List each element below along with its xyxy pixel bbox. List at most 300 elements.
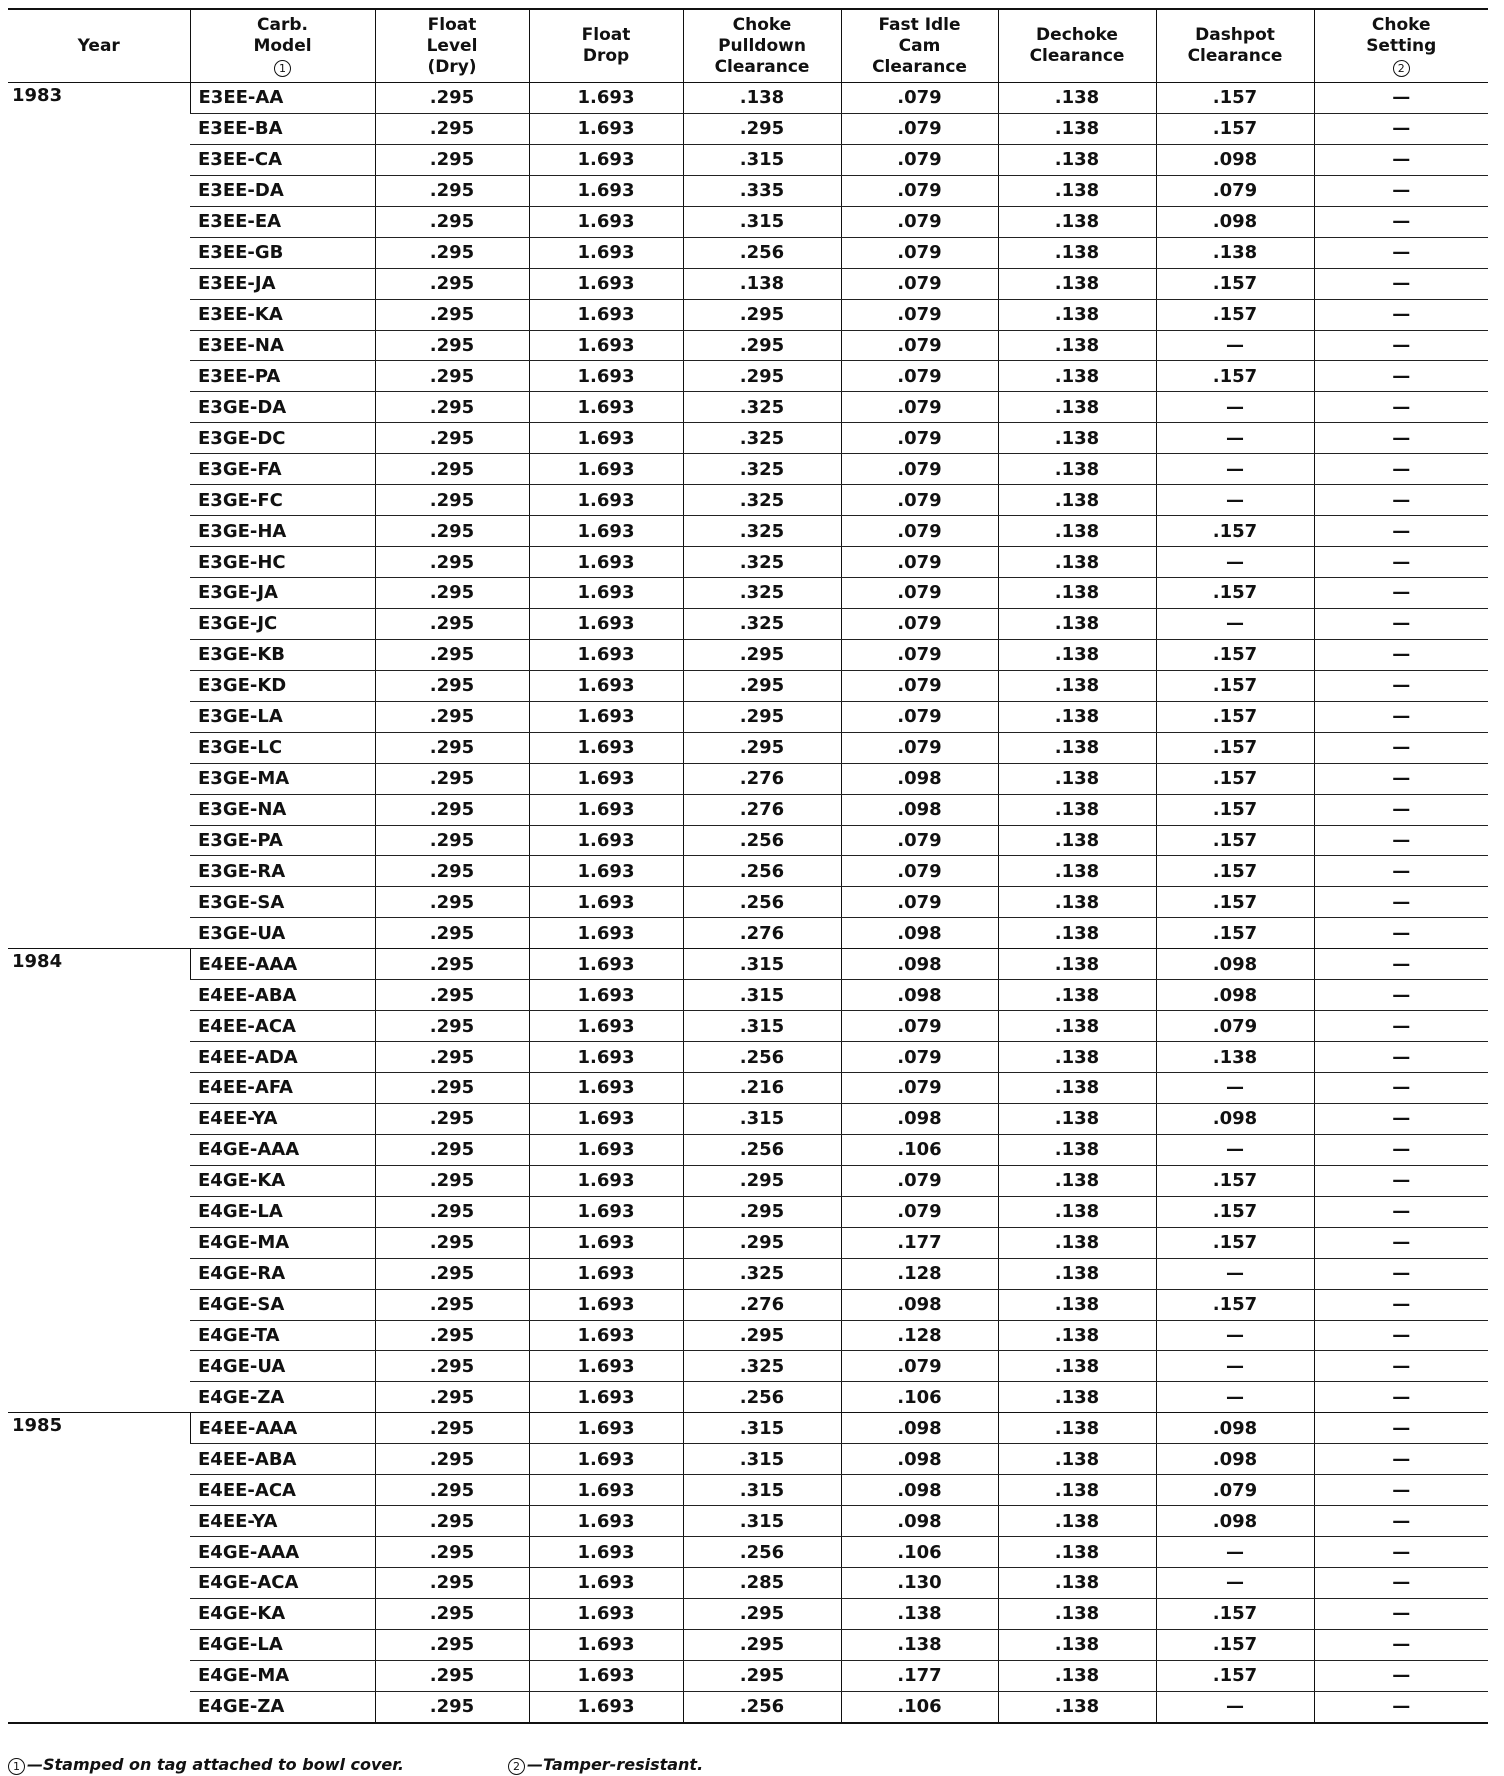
float-level-cell: .295 <box>375 949 529 980</box>
dashpot-cell: .157 <box>1156 794 1314 825</box>
carb-model-cell: E4EE-ACA <box>190 1475 375 1506</box>
float-level-cell: .295 <box>375 113 529 144</box>
header-year: Year <box>8 9 190 83</box>
float-drop-cell: 1.693 <box>529 763 683 794</box>
float-level-cell: .295 <box>375 1568 529 1599</box>
fast-idle-cam-cell: .079 <box>841 1196 998 1227</box>
carb-model-cell: E4GE-ZA <box>190 1691 375 1722</box>
choke-setting-cell: — <box>1314 1103 1488 1134</box>
dechoke-cell: .138 <box>998 887 1156 918</box>
choke-pulldown-cell: .295 <box>683 113 841 144</box>
carb-model-cell: E4EE-AAA <box>190 1413 375 1444</box>
dechoke-cell: .138 <box>998 1351 1156 1382</box>
dechoke-cell: .138 <box>998 113 1156 144</box>
choke-pulldown-cell: .315 <box>683 1475 841 1506</box>
dashpot-cell: — <box>1156 1382 1314 1413</box>
float-level-cell: .295 <box>375 206 529 237</box>
float-level-cell: .295 <box>375 701 529 732</box>
fast-idle-cam-cell: .106 <box>841 1134 998 1165</box>
dashpot-cell: — <box>1156 547 1314 578</box>
choke-setting-cell: — <box>1314 763 1488 794</box>
fast-idle-cam-cell: .098 <box>841 1506 998 1537</box>
dashpot-cell: .157 <box>1156 763 1314 794</box>
float-level-cell: .295 <box>375 1598 529 1629</box>
table-row <box>8 1196 1488 1227</box>
table-row <box>8 763 1488 794</box>
choke-setting-cell: — <box>1314 1320 1488 1351</box>
float-drop-cell: 1.693 <box>529 608 683 639</box>
fast-idle-cam-cell: .079 <box>841 1073 998 1104</box>
year-cell: 1985 <box>8 1413 190 1723</box>
dechoke-cell: .138 <box>998 237 1156 268</box>
float-level-cell: .295 <box>375 299 529 330</box>
choke-setting-cell: — <box>1314 1073 1488 1104</box>
carb-model-cell: E3GE-KB <box>190 639 375 670</box>
choke-pulldown-cell: .138 <box>683 268 841 299</box>
table-row <box>8 299 1488 330</box>
fast-idle-cam-cell: .098 <box>841 949 998 980</box>
float-level-cell: .295 <box>375 454 529 485</box>
fast-idle-cam-cell: .130 <box>841 1568 998 1599</box>
float-drop-cell: 1.693 <box>529 670 683 701</box>
choke-setting-cell: — <box>1314 144 1488 175</box>
dechoke-cell: .138 <box>998 1258 1156 1289</box>
choke-setting-cell: — <box>1314 670 1488 701</box>
choke-setting-cell: — <box>1314 83 1488 114</box>
float-level-cell: .295 <box>375 1011 529 1042</box>
carb-model-cell: E3EE-NA <box>190 330 375 361</box>
choke-pulldown-cell: .295 <box>683 1598 841 1629</box>
fast-idle-cam-cell: .079 <box>841 206 998 237</box>
float-drop-cell: 1.693 <box>529 794 683 825</box>
float-drop-cell: 1.693 <box>529 1320 683 1351</box>
float-drop-cell: 1.693 <box>529 547 683 578</box>
dashpot-cell: — <box>1156 330 1314 361</box>
carb-model-cell: E3EE-PA <box>190 361 375 392</box>
float-level-cell: .295 <box>375 825 529 856</box>
dechoke-cell: .138 <box>998 825 1156 856</box>
float-level-cell: .295 <box>375 608 529 639</box>
choke-pulldown-cell: .295 <box>683 639 841 670</box>
float-drop-cell: 1.693 <box>529 175 683 206</box>
dechoke-cell: .138 <box>998 1506 1156 1537</box>
fast-idle-cam-cell: .079 <box>841 1042 998 1073</box>
dechoke-cell: .138 <box>998 578 1156 609</box>
carb-model-cell: E3GE-UA <box>190 918 375 949</box>
choke-pulldown-cell: .295 <box>683 1196 841 1227</box>
carb-model-cell: E4EE-YA <box>190 1103 375 1134</box>
table-row <box>8 1691 1488 1722</box>
dechoke-cell: .138 <box>998 299 1156 330</box>
choke-pulldown-cell: .315 <box>683 949 841 980</box>
choke-pulldown-cell: .325 <box>683 578 841 609</box>
float-level-cell: .295 <box>375 1165 529 1196</box>
table-row <box>8 1382 1488 1413</box>
float-level-cell: .295 <box>375 392 529 423</box>
table-row <box>8 1660 1488 1691</box>
float-drop-cell: 1.693 <box>529 1289 683 1320</box>
dashpot-cell: — <box>1156 1134 1314 1165</box>
dechoke-cell: .138 <box>998 1196 1156 1227</box>
table-row <box>8 1444 1488 1475</box>
dashpot-cell: .157 <box>1156 268 1314 299</box>
carb-model-cell: E3GE-PA <box>190 825 375 856</box>
dechoke-cell: .138 <box>998 1691 1156 1722</box>
dashpot-cell: .098 <box>1156 1444 1314 1475</box>
table-row <box>8 330 1488 361</box>
float-level-cell: .295 <box>375 887 529 918</box>
carb-model-cell: E3EE-EA <box>190 206 375 237</box>
float-level-cell: .295 <box>375 1103 529 1134</box>
carb-model-cell: E4GE-TA <box>190 1320 375 1351</box>
header-float-level: Float Level (Dry) <box>375 9 529 83</box>
choke-setting-cell: — <box>1314 392 1488 423</box>
choke-pulldown-cell: .256 <box>683 1382 841 1413</box>
float-drop-cell: 1.693 <box>529 516 683 547</box>
dashpot-cell: — <box>1156 608 1314 639</box>
table-row <box>8 1413 1488 1444</box>
dechoke-cell: .138 <box>998 392 1156 423</box>
choke-setting-cell: — <box>1314 949 1488 980</box>
dechoke-cell: .138 <box>998 361 1156 392</box>
float-level-cell: .295 <box>375 794 529 825</box>
carb-model-cell: E3GE-LA <box>190 701 375 732</box>
float-level-cell: .295 <box>375 1660 529 1691</box>
table-row <box>8 175 1488 206</box>
carb-model-cell: E3GE-HA <box>190 516 375 547</box>
float-level-cell: .295 <box>375 732 529 763</box>
carb-model-cell: E3GE-NA <box>190 794 375 825</box>
float-level-cell: .295 <box>375 918 529 949</box>
float-level-cell: .295 <box>375 1289 529 1320</box>
dechoke-cell: .138 <box>998 1227 1156 1258</box>
dechoke-cell: .138 <box>998 639 1156 670</box>
table-row <box>8 732 1488 763</box>
float-drop-cell: 1.693 <box>529 980 683 1011</box>
fast-idle-cam-cell: .106 <box>841 1537 998 1568</box>
dashpot-cell: — <box>1156 1568 1314 1599</box>
float-drop-cell: 1.693 <box>529 1042 683 1073</box>
float-level-cell: .295 <box>375 1629 529 1660</box>
float-level-cell: .295 <box>375 175 529 206</box>
fast-idle-cam-cell: .138 <box>841 1598 998 1629</box>
fast-idle-cam-cell: .079 <box>841 825 998 856</box>
fast-idle-cam-cell: .079 <box>841 887 998 918</box>
fast-idle-cam-cell: .079 <box>841 237 998 268</box>
carb-model-cell: E4GE-UA <box>190 1351 375 1382</box>
table-row <box>8 1103 1488 1134</box>
choke-pulldown-cell: .295 <box>683 299 841 330</box>
float-level-cell: .295 <box>375 1042 529 1073</box>
fast-idle-cam-cell: .098 <box>841 1103 998 1134</box>
table-body <box>8 83 1488 1723</box>
dashpot-cell: .098 <box>1156 980 1314 1011</box>
dashpot-cell: .157 <box>1156 1227 1314 1258</box>
dechoke-cell: .138 <box>998 980 1156 1011</box>
table-row <box>8 144 1488 175</box>
choke-pulldown-cell: .295 <box>683 1660 841 1691</box>
dashpot-cell: — <box>1156 485 1314 516</box>
table-row <box>8 701 1488 732</box>
choke-pulldown-cell: .315 <box>683 1103 841 1134</box>
dechoke-cell: .138 <box>998 83 1156 114</box>
choke-setting-cell: — <box>1314 1475 1488 1506</box>
dechoke-cell: .138 <box>998 1413 1156 1444</box>
dashpot-cell: .157 <box>1156 856 1314 887</box>
float-drop-cell: 1.693 <box>529 113 683 144</box>
float-level-cell: .295 <box>375 578 529 609</box>
choke-setting-cell: — <box>1314 113 1488 144</box>
choke-setting-cell: — <box>1314 1227 1488 1258</box>
choke-setting-cell: — <box>1314 1134 1488 1165</box>
dashpot-cell: — <box>1156 1351 1314 1382</box>
dashpot-cell: — <box>1156 1320 1314 1351</box>
choke-setting-cell: — <box>1314 887 1488 918</box>
choke-pulldown-cell: .256 <box>683 1042 841 1073</box>
carb-model-cell: E4EE-YA <box>190 1506 375 1537</box>
float-drop-cell: 1.693 <box>529 1444 683 1475</box>
float-level-cell: .295 <box>375 1413 529 1444</box>
fast-idle-cam-cell: .079 <box>841 268 998 299</box>
dashpot-cell: — <box>1156 1073 1314 1104</box>
header-choke-setting: Choke Setting 2 <box>1314 9 1488 83</box>
float-level-cell: .295 <box>375 763 529 794</box>
carb-model-cell: E4EE-ACA <box>190 1011 375 1042</box>
carb-model-cell: E4GE-LA <box>190 1629 375 1660</box>
header-carb-model: Carb. Model 1 <box>190 9 375 83</box>
table-row <box>8 825 1488 856</box>
carb-model-cell: E3EE-JA <box>190 268 375 299</box>
choke-pulldown-cell: .315 <box>683 144 841 175</box>
choke-setting-cell: — <box>1314 701 1488 732</box>
choke-pulldown-cell: .315 <box>683 1011 841 1042</box>
table-row <box>8 1320 1488 1351</box>
dashpot-cell: .138 <box>1156 1042 1314 1073</box>
choke-setting-cell: — <box>1314 330 1488 361</box>
carb-model-cell: E3GE-KD <box>190 670 375 701</box>
carb-model-cell: E4GE-LA <box>190 1196 375 1227</box>
choke-setting-cell: — <box>1314 980 1488 1011</box>
float-drop-cell: 1.693 <box>529 1258 683 1289</box>
table-row <box>8 1537 1488 1568</box>
dashpot-cell: .157 <box>1156 825 1314 856</box>
table-row <box>8 1506 1488 1537</box>
header-row <box>8 9 1488 83</box>
dechoke-cell: .138 <box>998 608 1156 639</box>
dechoke-cell: .138 <box>998 547 1156 578</box>
fast-idle-cam-cell: .079 <box>841 732 998 763</box>
choke-pulldown-cell: .256 <box>683 887 841 918</box>
fast-idle-cam-cell: .098 <box>841 763 998 794</box>
float-level-cell: .295 <box>375 83 529 114</box>
dashpot-cell: .157 <box>1156 1196 1314 1227</box>
dechoke-cell: .138 <box>998 144 1156 175</box>
float-drop-cell: 1.693 <box>529 83 683 114</box>
choke-pulldown-cell: .325 <box>683 392 841 423</box>
choke-pulldown-cell: .325 <box>683 547 841 578</box>
float-drop-cell: 1.693 <box>529 299 683 330</box>
dashpot-cell: .098 <box>1156 1103 1314 1134</box>
fast-idle-cam-cell: .079 <box>841 856 998 887</box>
float-drop-cell: 1.693 <box>529 144 683 175</box>
float-drop-cell: 1.693 <box>529 949 683 980</box>
dechoke-cell: .138 <box>998 1042 1156 1073</box>
choke-pulldown-cell: .315 <box>683 1444 841 1475</box>
table-row <box>8 392 1488 423</box>
table-row <box>8 113 1488 144</box>
choke-pulldown-cell: .295 <box>683 1165 841 1196</box>
float-level-cell: .295 <box>375 1506 529 1537</box>
choke-pulldown-cell: .295 <box>683 1629 841 1660</box>
carb-model-cell: E4GE-ZA <box>190 1382 375 1413</box>
carb-model-cell: E4GE-MA <box>190 1660 375 1691</box>
footnote-1: 1 —Stamped on tag attached to bowl cover. <box>8 1755 404 1775</box>
footnote-marker-2: 2 <box>1393 60 1410 77</box>
float-drop-cell: 1.693 <box>529 361 683 392</box>
dashpot-cell: .079 <box>1156 1011 1314 1042</box>
table-row <box>8 1134 1488 1165</box>
dashpot-cell: .157 <box>1156 361 1314 392</box>
float-level-cell: .295 <box>375 485 529 516</box>
dashpot-cell: .157 <box>1156 1660 1314 1691</box>
fast-idle-cam-cell: .079 <box>841 670 998 701</box>
float-drop-cell: 1.693 <box>529 578 683 609</box>
dechoke-cell: .138 <box>998 175 1156 206</box>
dashpot-cell: — <box>1156 423 1314 454</box>
dashpot-cell: .157 <box>1156 887 1314 918</box>
fast-idle-cam-cell: .079 <box>841 423 998 454</box>
float-level-cell: .295 <box>375 1227 529 1258</box>
choke-setting-cell: — <box>1314 1258 1488 1289</box>
dashpot-cell: — <box>1156 1691 1314 1722</box>
choke-pulldown-cell: .325 <box>683 516 841 547</box>
fast-idle-cam-cell: .177 <box>841 1660 998 1691</box>
dechoke-cell: .138 <box>998 1598 1156 1629</box>
table-row <box>8 516 1488 547</box>
fast-idle-cam-cell: .079 <box>841 1351 998 1382</box>
table-row <box>8 1042 1488 1073</box>
dechoke-cell: .138 <box>998 763 1156 794</box>
carb-model-cell: E3GE-HC <box>190 547 375 578</box>
carb-model-cell: E3GE-FA <box>190 454 375 485</box>
choke-setting-cell: — <box>1314 299 1488 330</box>
choke-setting-cell: — <box>1314 1382 1488 1413</box>
dechoke-cell: .138 <box>998 1165 1156 1196</box>
dashpot-cell: .157 <box>1156 1165 1314 1196</box>
choke-pulldown-cell: .285 <box>683 1568 841 1599</box>
float-drop-cell: 1.693 <box>529 423 683 454</box>
float-drop-cell: 1.693 <box>529 825 683 856</box>
table-row <box>8 1011 1488 1042</box>
float-level-cell: .295 <box>375 1475 529 1506</box>
table-row <box>8 454 1488 485</box>
dashpot-cell: .157 <box>1156 578 1314 609</box>
dechoke-cell: .138 <box>998 423 1156 454</box>
dashpot-cell: .079 <box>1156 175 1314 206</box>
carb-model-cell: E4EE-ABA <box>190 1444 375 1475</box>
float-level-cell: .295 <box>375 1196 529 1227</box>
float-drop-cell: 1.693 <box>529 701 683 732</box>
dechoke-cell: .138 <box>998 1660 1156 1691</box>
float-drop-cell: 1.693 <box>529 1413 683 1444</box>
carb-model-cell: E3GE-DC <box>190 423 375 454</box>
choke-pulldown-cell: .256 <box>683 1537 841 1568</box>
carb-model-cell: E4GE-MA <box>190 1227 375 1258</box>
choke-pulldown-cell: .276 <box>683 763 841 794</box>
table-row <box>8 887 1488 918</box>
dashpot-cell: .157 <box>1156 1598 1314 1629</box>
table-row <box>8 949 1488 980</box>
table-row <box>8 1165 1488 1196</box>
float-drop-cell: 1.693 <box>529 268 683 299</box>
dashpot-cell: .157 <box>1156 701 1314 732</box>
fast-idle-cam-cell: .079 <box>841 330 998 361</box>
fast-idle-cam-cell: .098 <box>841 918 998 949</box>
header-choke-pulldown: Choke Pulldown Clearance <box>683 9 841 83</box>
dechoke-cell: .138 <box>998 1537 1156 1568</box>
fast-idle-cam-cell: .098 <box>841 1475 998 1506</box>
footnote-marker-1: 1 <box>274 60 291 77</box>
table-row <box>8 578 1488 609</box>
dashpot-cell: .098 <box>1156 144 1314 175</box>
table-row <box>8 1351 1488 1382</box>
carb-model-cell: E4GE-AAA <box>190 1134 375 1165</box>
dechoke-cell: .138 <box>998 1134 1156 1165</box>
float-drop-cell: 1.693 <box>529 1011 683 1042</box>
choke-setting-cell: — <box>1314 1165 1488 1196</box>
float-level-cell: .295 <box>375 268 529 299</box>
choke-pulldown-cell: .138 <box>683 83 841 114</box>
table-row <box>8 1629 1488 1660</box>
fast-idle-cam-cell: .128 <box>841 1320 998 1351</box>
carb-model-cell: E4GE-SA <box>190 1289 375 1320</box>
carb-model-cell: E3EE-CA <box>190 144 375 175</box>
float-drop-cell: 1.693 <box>529 1506 683 1537</box>
dechoke-cell: .138 <box>998 1103 1156 1134</box>
dashpot-cell: — <box>1156 454 1314 485</box>
footnotes <box>8 1755 1488 1775</box>
float-drop-cell: 1.693 <box>529 856 683 887</box>
float-level-cell: .295 <box>375 1258 529 1289</box>
choke-setting-cell: — <box>1314 485 1488 516</box>
choke-setting-cell: — <box>1314 794 1488 825</box>
dashpot-cell: .138 <box>1156 237 1314 268</box>
carb-model-cell: E4GE-KA <box>190 1165 375 1196</box>
fast-idle-cam-cell: .106 <box>841 1382 998 1413</box>
float-drop-cell: 1.693 <box>529 392 683 423</box>
choke-pulldown-cell: .315 <box>683 1413 841 1444</box>
dechoke-cell: .138 <box>998 1444 1156 1475</box>
choke-setting-cell: — <box>1314 423 1488 454</box>
choke-setting-cell: — <box>1314 237 1488 268</box>
float-level-cell: .295 <box>375 237 529 268</box>
choke-pulldown-cell: .295 <box>683 670 841 701</box>
table-row <box>8 794 1488 825</box>
choke-pulldown-cell: .315 <box>683 1506 841 1537</box>
float-drop-cell: 1.693 <box>529 206 683 237</box>
choke-pulldown-cell: .276 <box>683 918 841 949</box>
carb-model-cell: E3EE-DA <box>190 175 375 206</box>
carb-model-cell: E3GE-DA <box>190 392 375 423</box>
dashpot-cell: .098 <box>1156 1413 1314 1444</box>
choke-pulldown-cell: .325 <box>683 1258 841 1289</box>
table-row <box>8 361 1488 392</box>
table-row <box>8 1475 1488 1506</box>
table-row <box>8 547 1488 578</box>
choke-setting-cell: — <box>1314 206 1488 237</box>
fast-idle-cam-cell: .098 <box>841 1413 998 1444</box>
float-drop-cell: 1.693 <box>529 1134 683 1165</box>
